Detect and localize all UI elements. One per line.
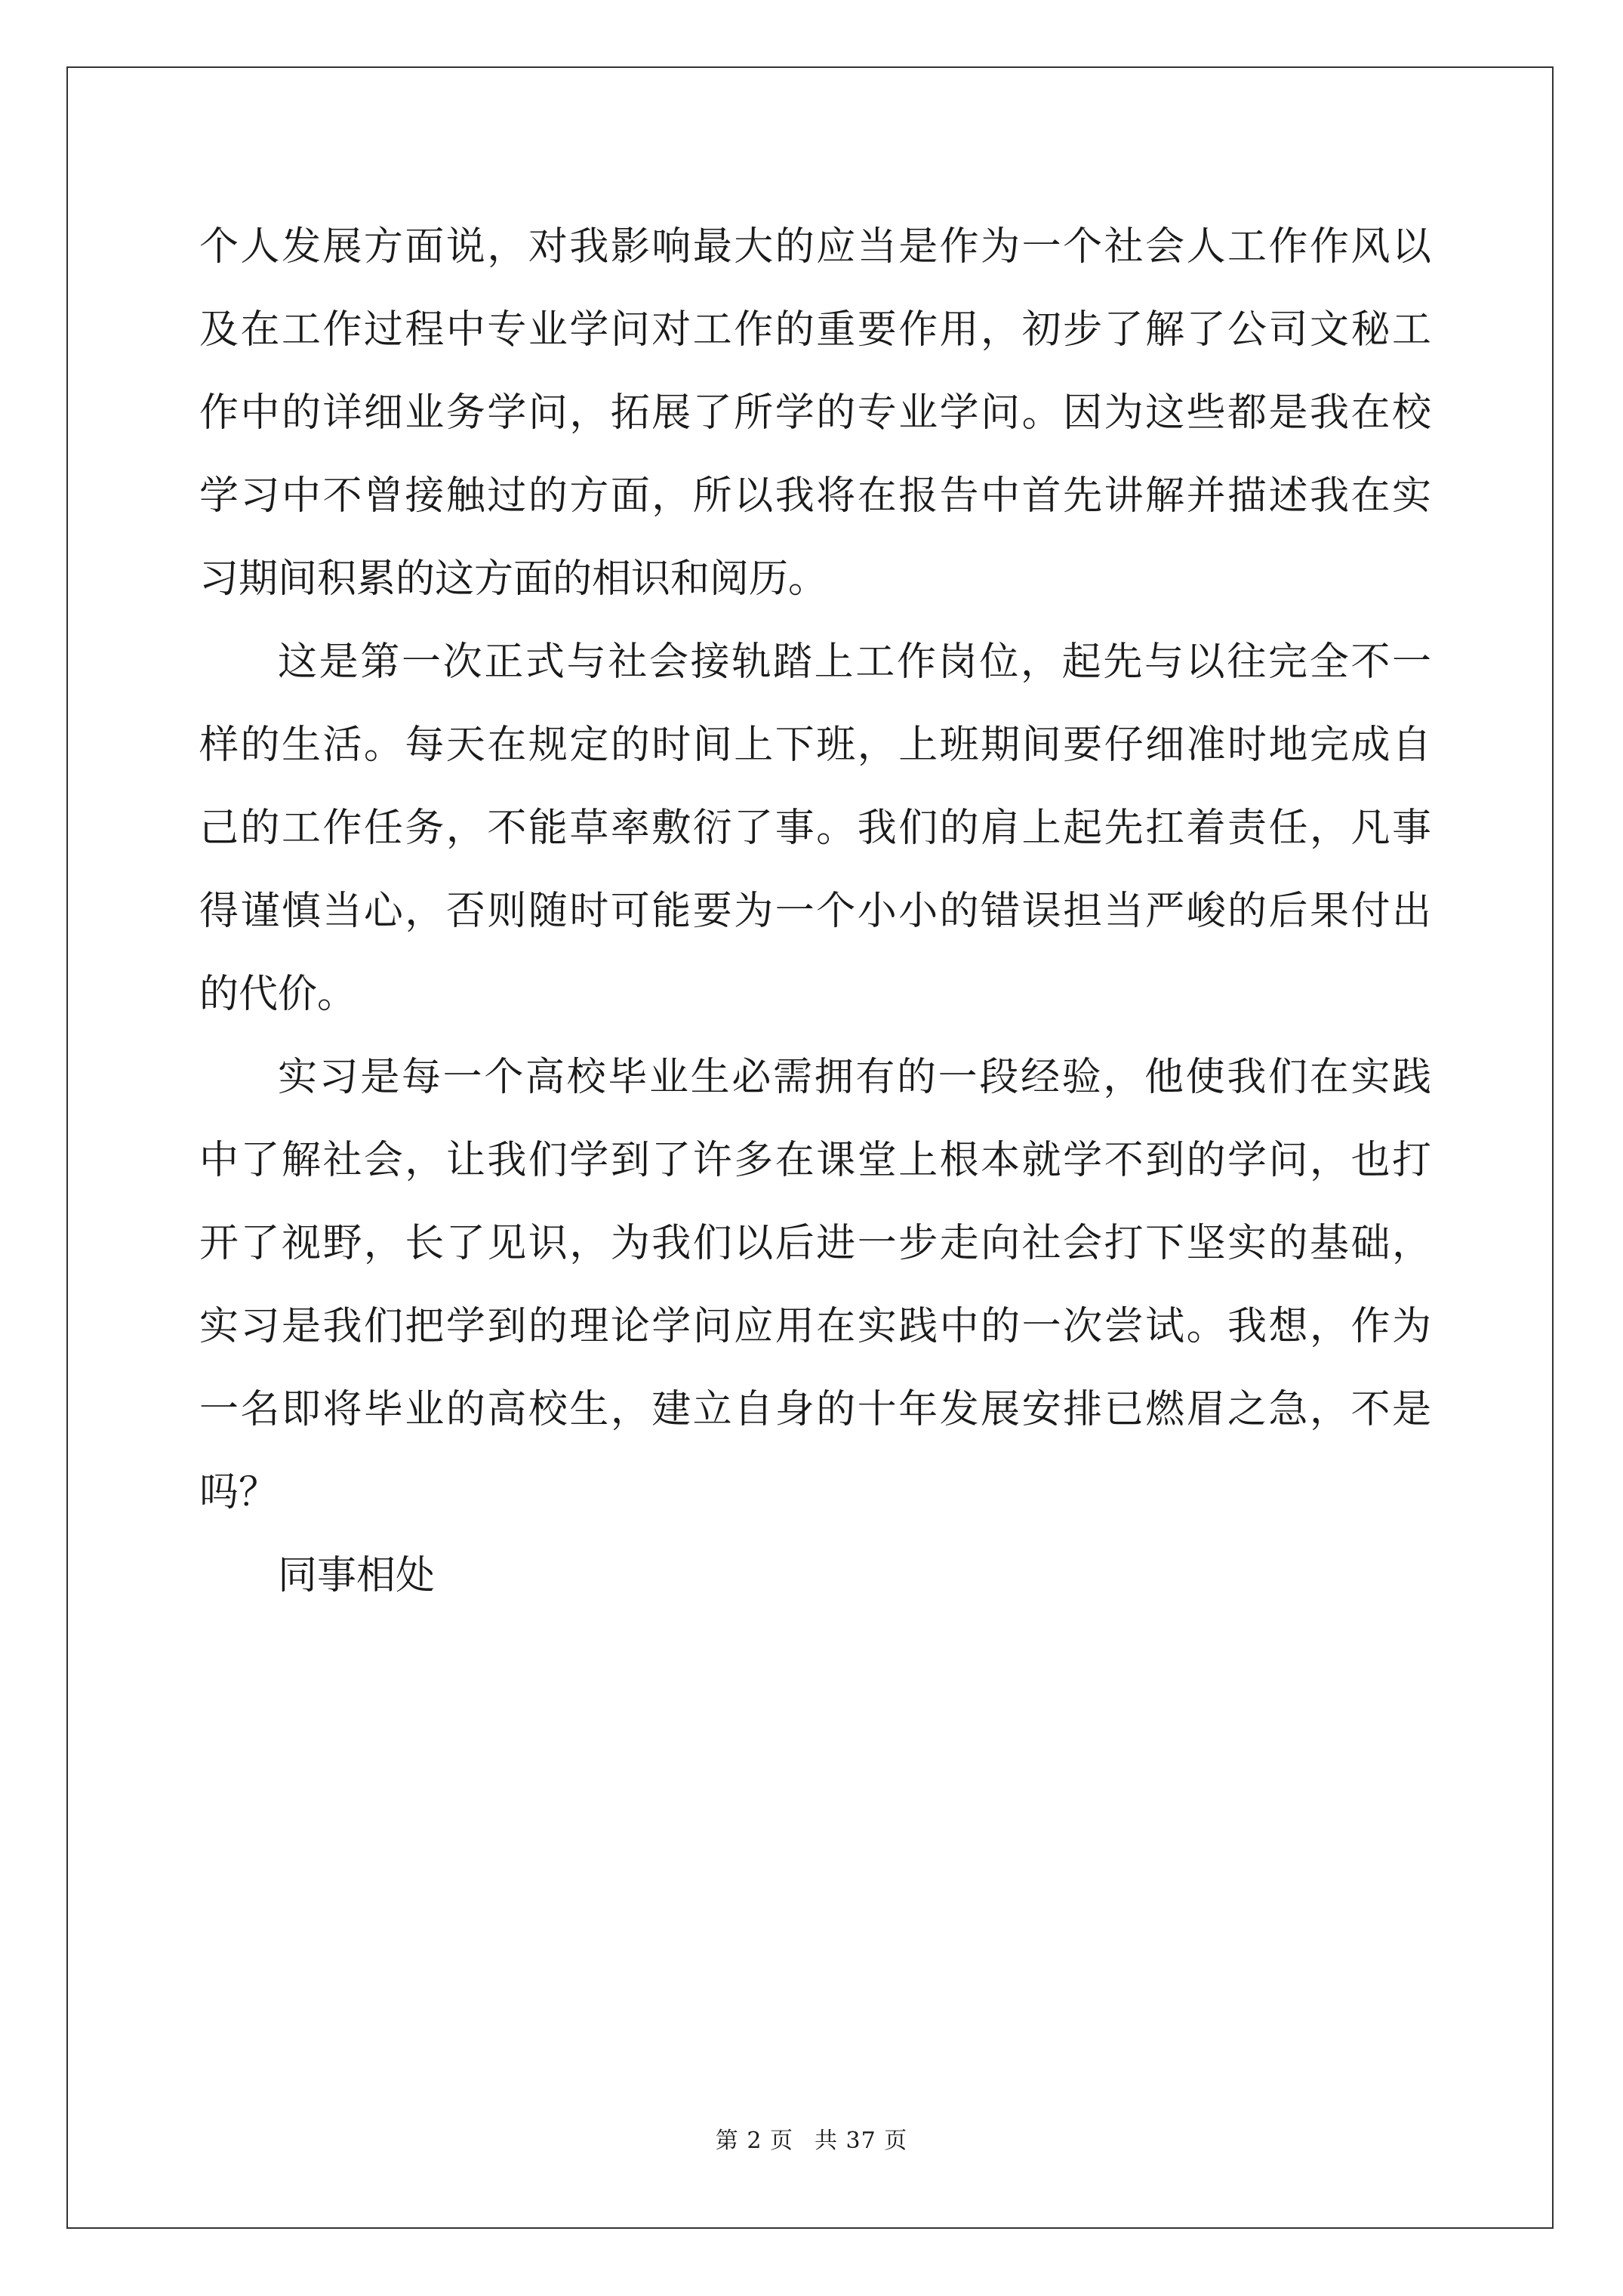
text-line: 吗？ [199,1470,279,1515]
text-line: 同事相处 [278,1553,436,1598]
text-line: 这是第一次正式与社会接轨踏上工作岗位，起先与以往完全不一 [278,639,1431,685]
text-line: 作中的详细业务学问，拓展了所学的专业学问。因为这些都是我在校 [199,390,1431,436]
text-line: 一名即将毕业的高校生，建立自身的十年发展安排已燃眉之急，不是 [199,1387,1431,1432]
text-line: 的代价。 [199,972,357,1017]
text-line: 及在工作过程中专业学问对工作的重要作用，初步了解了公司文秘工 [199,307,1431,353]
page-footer [0,2122,1623,2155]
text-line: 实习是我们把学到的理论学问应用在实践中的一次尝试。我想，作为 [199,1304,1431,1349]
document-body [199,205,1431,1617]
paragraph [199,1036,1431,1534]
text-line: 己的工作任务，不能草率敷衍了事。我们的肩上起先扛着责任，凡事 [199,806,1431,851]
text-line: 学习中不曾接触过的方面，所以我将在报告中首先讲解并描述我在实 [199,473,1431,519]
section-heading [199,1534,1431,1617]
text-line: 习期间积累的这方面的相识和阅历。 [199,556,828,602]
text-line: 个人发展方面说，对我影响最大的应当是作为一个社会人工作作风以 [199,224,1431,270]
paragraph [199,621,1431,1036]
text-line: 实习是每一个高校毕业生必需拥有的一段经验，他使我们在实践 [278,1055,1431,1100]
text-line: 样的生活。每天在规定的时间上下班，上班期间要仔细准时地完成自 [199,723,1431,768]
page-total: 共 37 页 [814,2128,908,2154]
text-line: 得谨慎当心，否则随时可能要为一个小小的错误担当严峻的后果付出 [199,889,1431,934]
page-number: 第 2 页 [715,2128,793,2154]
text-line: 开了视野，长了见识，为我们以后进一步走向社会打下坚实的基础， [199,1221,1431,1266]
paragraph [199,205,1431,621]
text-line: 中了解社会，让我们学到了许多在课堂上根本就学不到的学问，也打 [199,1138,1431,1183]
